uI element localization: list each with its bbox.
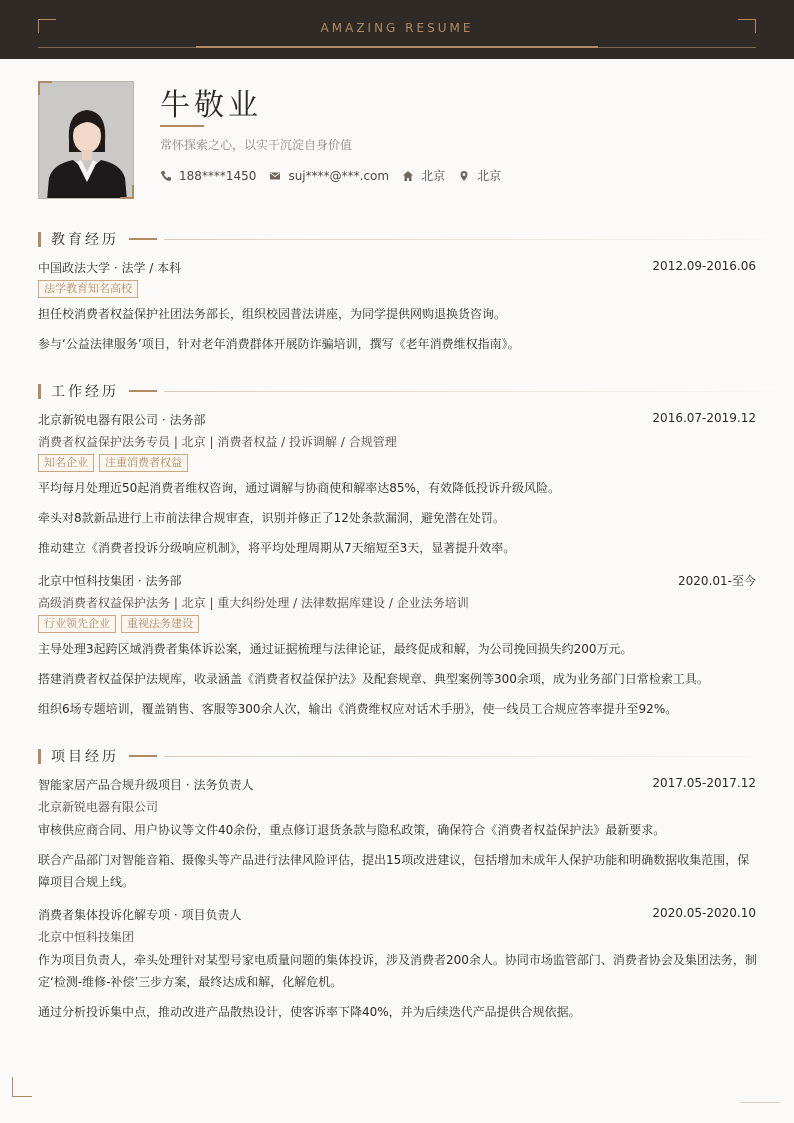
project-org: 北京新锐电器有限公司 <box>38 800 159 814</box>
education-tags <box>38 280 143 298</box>
section-work-heading <box>38 383 157 399</box>
profile-photo <box>38 81 134 199</box>
section-education-heading <box>38 231 157 247</box>
footer-corner-ornament <box>12 1077 32 1097</box>
tag: 知名企业 <box>38 454 94 472</box>
section-dash <box>129 755 157 757</box>
tag: 行业领先企业 <box>38 615 116 633</box>
section-projects-heading <box>38 748 157 764</box>
name-underline <box>160 125 204 127</box>
project-org: 北京中恒科技集团 <box>38 930 135 944</box>
mail-icon <box>269 170 281 182</box>
section-bar <box>38 749 41 764</box>
section-title: 教育经历 <box>51 232 119 248</box>
job-entry <box>38 411 756 428</box>
job-date: 2016.07-2019.12 <box>652 411 756 425</box>
job-date: 2020.01-至今 <box>678 574 756 588</box>
header-divider-accent <box>196 46 598 48</box>
project-name: 智能家居产品合规升级项目 · 法务负责人 <box>38 778 254 792</box>
header-bar <box>0 0 794 59</box>
job-detail: 推动建立《消费者投诉分级响应机制》，将平均处理周期从7天缩短至3天，显著提升效率。 <box>38 541 516 555</box>
job-company: 北京新锐电器有限公司 · 法务部 <box>38 413 206 427</box>
contact-location <box>458 167 501 184</box>
tag: 注重消费者权益 <box>99 454 188 472</box>
section-rule <box>164 756 794 757</box>
section-rule <box>164 391 794 392</box>
education-detail: 参与‘公益法律服务’项目，针对老年消费群体开展防诈骗培训，撰写《老年消费维权指南》。 <box>38 337 520 351</box>
education-entry <box>38 259 756 276</box>
project-entry <box>38 776 756 793</box>
school-name: 中国政法大学 · 法学 / 本科 <box>38 261 182 275</box>
email-address: suj****@***.com <box>288 168 390 183</box>
home-icon <box>402 170 414 182</box>
phone-number: 188****1450 <box>179 168 257 183</box>
education-date: 2012.09-2016.06 <box>652 259 756 273</box>
tag: 重视法务建设 <box>121 615 199 633</box>
phone-icon <box>160 170 172 182</box>
job-role: 高级消费者权益保护法务 | 北京 | 重大纠纷处理 / 法律数据库建设 / 企业法务培训 <box>38 596 469 610</box>
project-date: 2017.05-2017.12 <box>652 776 756 790</box>
project-date: 2020.05-2020.10 <box>652 906 756 920</box>
portrait-illustration <box>39 82 134 199</box>
project-entry <box>38 906 756 923</box>
project-name: 消费者集体投诉化解专项 · 项目负责人 <box>38 908 242 922</box>
section-bar <box>38 384 41 399</box>
tag: 法学教育知名高校 <box>38 280 138 298</box>
project-detail: 联合产品部门对智能音箱、摄像头等产品进行法律风险评估，提出15项改进建议，包括增加未成年人保护功能和明确数据收集范围，保障项目合规上线。 <box>38 853 750 889</box>
photo-corner-ornament <box>120 185 134 199</box>
job-entry <box>38 572 756 589</box>
job-detail: 主导处理3起跨区域消费者集体诉讼案，通过证据梳理与法律论证，最终促成和解，为公司挽回损失约200万元。 <box>38 642 633 656</box>
section-dash <box>129 390 157 392</box>
section-bar <box>38 232 41 247</box>
candidate-name: 牛敬业 <box>160 88 262 123</box>
home-city: 北京 <box>421 169 446 183</box>
contact-info <box>160 167 514 184</box>
job-role: 消费者权益保护法务专员 | 北京 | 消费者权益 / 投诉调解 / 合规管理 <box>38 435 397 449</box>
job-tags <box>38 615 204 633</box>
contact-home <box>402 167 445 184</box>
avatar <box>38 81 134 199</box>
contact-email <box>269 169 389 183</box>
section-rule <box>164 239 794 240</box>
photo-corner-ornament <box>38 81 52 95</box>
footer-line-ornament <box>740 1102 780 1103</box>
job-tags <box>38 454 193 472</box>
candidate-slogan: 常怀探索之心，以实干沉淀自身价值 <box>160 138 353 152</box>
job-detail: 牵头对8款新品进行上市前法律合规审查，识别并修正了12处条款漏洞，避免潜在处罚。 <box>38 511 505 525</box>
section-title: 工作经历 <box>51 384 119 400</box>
job-detail: 搭建消费者权益保护法规库，收录涵盖《消费者权益保护法》及配套规章、典型案例等300余项，成为业务部门日常检索工具。 <box>38 672 709 686</box>
current-location: 北京 <box>477 169 502 183</box>
job-company: 北京中恒科技集团 · 法务部 <box>38 574 182 588</box>
education-detail: 担任校消费者权益保护社团法务部长，组织校园普法讲座，为同学提供网购退换货咨询。 <box>38 307 507 321</box>
project-detail: 作为项目负责人，牵头处理针对某型号家电质量问题的集体投诉，涉及消费者200余人。协同市场监管部门、消费者协会及集团法务，制定‘检测-维修-补偿’三步方案，最终达成和解，化解危机。 <box>38 953 757 989</box>
header-title: AMAZING RESUME <box>320 21 474 35</box>
section-dash <box>129 238 157 240</box>
project-detail: 审核供应商合同、用户协议等文件40余份，重点修订退货条款与隐私政策，确保符合《消费者权益保护法》最新要求。 <box>38 823 666 837</box>
project-detail: 通过分析投诉集中点，推动改进产品散热设计，使客诉率下降40%，并为后续迭代产品提供合规依据。 <box>38 1005 581 1019</box>
contact-phone <box>160 169 256 183</box>
section-title: 项目经历 <box>51 749 119 765</box>
job-detail: 组织6场专题培训，覆盖销售、客服等300余人次，输出《消费维权应对话术手册》，使一线员工合规应答率提升至92%。 <box>38 702 678 716</box>
location-pin-icon <box>458 170 470 182</box>
job-detail: 平均每月处理近50起消费者维权咨询，通过调解与协商使和解率达85%，有效降低投诉升级风险。 <box>38 481 560 495</box>
